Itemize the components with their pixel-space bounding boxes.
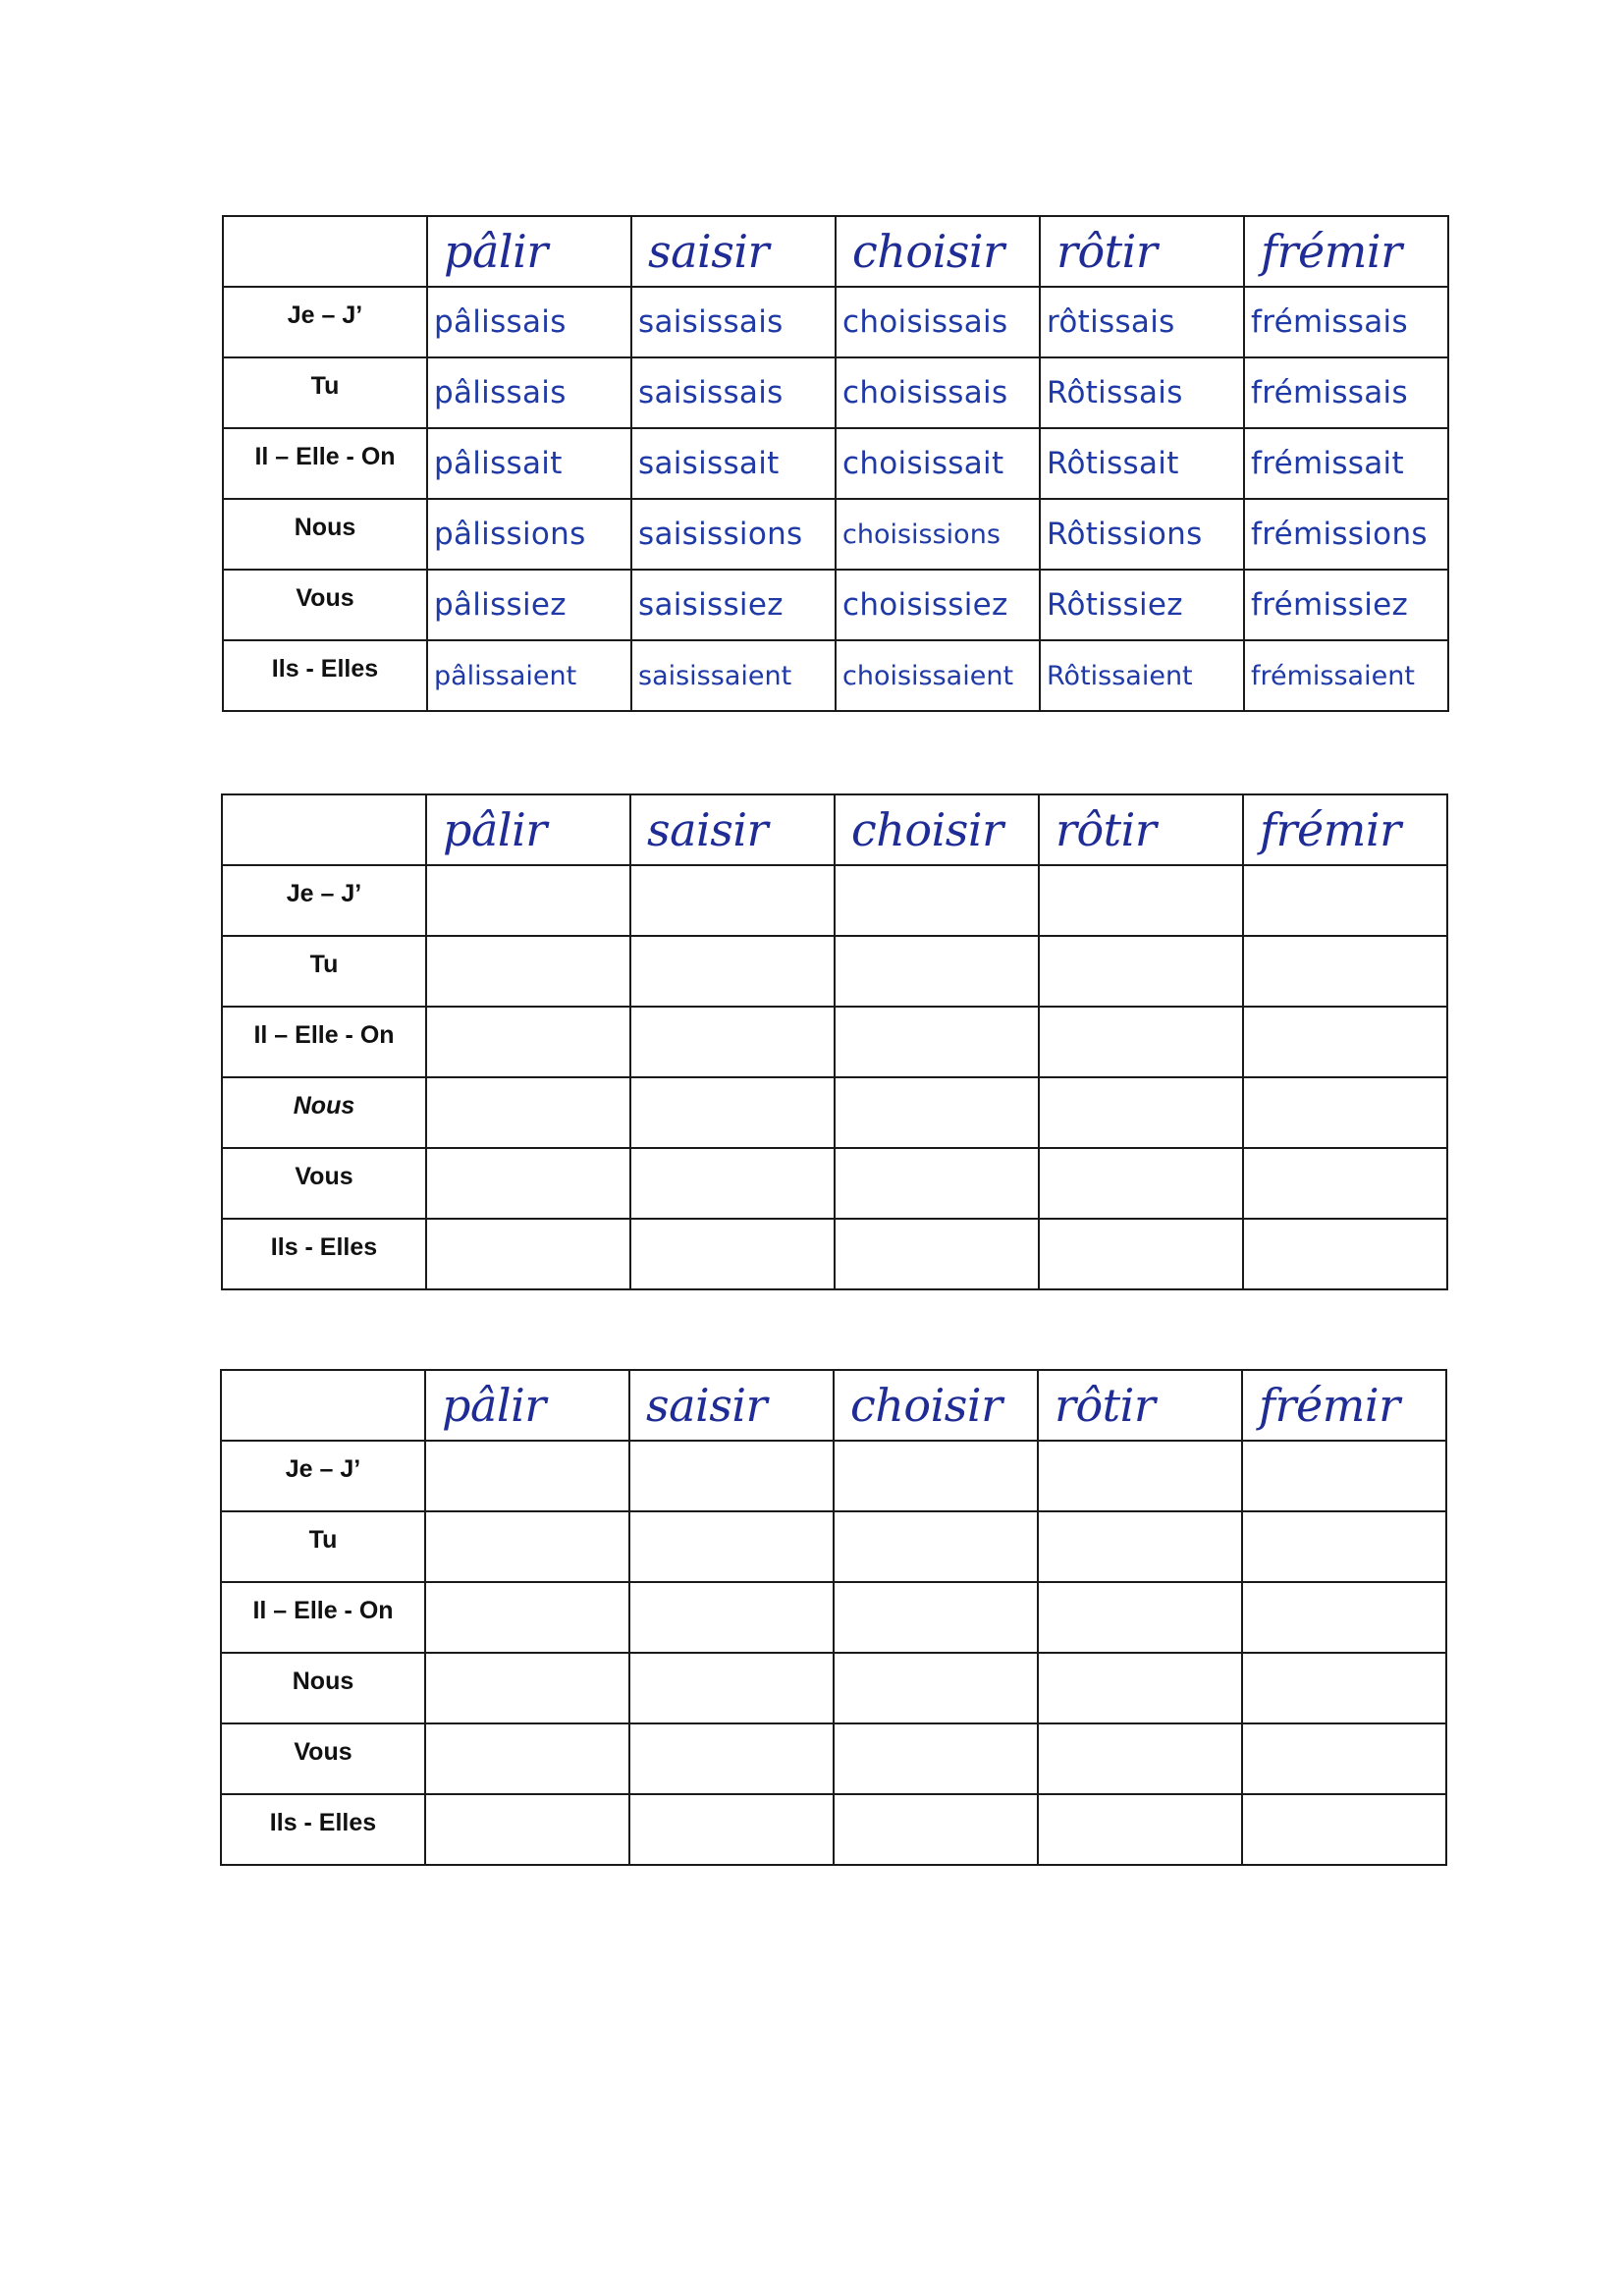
verb-header: choisir	[836, 216, 1040, 287]
table-row	[221, 1723, 1446, 1794]
pronoun-label: Tu	[221, 1511, 425, 1582]
answer-cell[interactable]	[835, 936, 1039, 1007]
table-row	[221, 1441, 1446, 1511]
answer-cell[interactable]	[425, 1653, 629, 1723]
conjugated-form: pâlissiez	[427, 570, 631, 640]
verb-header: frémir	[1242, 1370, 1446, 1441]
answer-cell[interactable]	[1243, 1219, 1447, 1289]
header-row	[222, 794, 1447, 865]
answer-cell[interactable]	[425, 1441, 629, 1511]
table-row	[221, 1582, 1446, 1653]
answer-cell[interactable]	[630, 1148, 835, 1219]
pronoun-label: Il – Elle - On	[221, 1582, 425, 1653]
answer-cell[interactable]	[1039, 936, 1243, 1007]
verb-header: saisir	[629, 1370, 834, 1441]
conjugated-form: Rôtissaient	[1040, 640, 1244, 711]
answer-cell[interactable]	[1242, 1441, 1446, 1511]
conjugated-form: frémissais	[1244, 287, 1448, 357]
answer-cell[interactable]	[629, 1511, 834, 1582]
table-row	[223, 640, 1448, 711]
answer-cell[interactable]	[1242, 1723, 1446, 1794]
answer-cell[interactable]	[1039, 1219, 1243, 1289]
answer-cell[interactable]	[1243, 1007, 1447, 1077]
answer-cell[interactable]	[835, 1077, 1039, 1148]
answer-cell[interactable]	[834, 1511, 1038, 1582]
pronoun-label: Nous	[221, 1653, 425, 1723]
corner-cell	[221, 1370, 425, 1441]
answer-cell[interactable]	[630, 865, 835, 936]
verb-header: saisir	[631, 216, 836, 287]
pronoun-label: Je – J’	[221, 1441, 425, 1511]
answer-cell[interactable]	[630, 936, 835, 1007]
answer-cell[interactable]	[1038, 1794, 1242, 1865]
conjugated-form: Rôtissions	[1040, 499, 1244, 570]
answer-cell[interactable]	[1038, 1582, 1242, 1653]
answer-cell[interactable]	[834, 1723, 1038, 1794]
conjugated-form: Rôtissais	[1040, 357, 1244, 428]
pronoun-label: Vous	[222, 1148, 426, 1219]
answer-cell[interactable]	[629, 1723, 834, 1794]
answer-cell[interactable]	[630, 1007, 835, 1077]
verb-header: pâlir	[426, 794, 630, 865]
conjugated-form: choisissaient	[836, 640, 1040, 711]
table-row	[221, 1653, 1446, 1723]
table-row	[222, 1007, 1447, 1077]
answer-cell[interactable]	[630, 1077, 835, 1148]
conjugated-form: saisissais	[631, 357, 836, 428]
answer-cell[interactable]	[629, 1441, 834, 1511]
answer-cell[interactable]	[629, 1582, 834, 1653]
conjugated-form: pâlissions	[427, 499, 631, 570]
table-row	[223, 570, 1448, 640]
answer-cell[interactable]	[629, 1794, 834, 1865]
answer-cell[interactable]	[426, 1007, 630, 1077]
answer-cell[interactable]	[1038, 1723, 1242, 1794]
conjugated-form: saisissions	[631, 499, 836, 570]
conjugated-form: frémissaient	[1244, 640, 1448, 711]
table-row	[221, 1511, 1446, 1582]
pronoun-label: Ils - Elles	[223, 640, 427, 711]
answer-cell[interactable]	[1242, 1582, 1446, 1653]
table-row	[222, 865, 1447, 936]
table-row	[222, 936, 1447, 1007]
conjugated-form: choisissions	[836, 499, 1040, 570]
table-row	[223, 428, 1448, 499]
verb-header: choisir	[834, 1370, 1038, 1441]
answer-cell[interactable]	[425, 1511, 629, 1582]
pronoun-label: Je – J’	[223, 287, 427, 357]
verb-header: rôtir	[1039, 794, 1243, 865]
pronoun-label: Tu	[222, 936, 426, 1007]
answer-cell[interactable]	[1039, 1077, 1243, 1148]
conjugation-table-1	[222, 215, 1449, 712]
answer-cell[interactable]	[426, 1219, 630, 1289]
table-row	[222, 1148, 1447, 1219]
answer-cell[interactable]	[1242, 1794, 1446, 1865]
conjugated-form: rôtissais	[1040, 287, 1244, 357]
pronoun-label: Je – J’	[222, 865, 426, 936]
answer-cell[interactable]	[425, 1582, 629, 1653]
conjugated-form: choisissait	[836, 428, 1040, 499]
verb-header: choisir	[835, 794, 1039, 865]
answer-cell[interactable]	[834, 1794, 1038, 1865]
conjugated-form: saisissaient	[631, 640, 836, 711]
table-row	[223, 499, 1448, 570]
verb-header: pâlir	[427, 216, 631, 287]
table-row	[223, 357, 1448, 428]
conjugated-form: saisissiez	[631, 570, 836, 640]
answer-cell[interactable]	[1038, 1511, 1242, 1582]
verb-header: frémir	[1243, 794, 1447, 865]
answer-cell[interactable]	[425, 1794, 629, 1865]
conjugated-form: pâlissais	[427, 287, 631, 357]
verb-header: pâlir	[425, 1370, 629, 1441]
conjugated-form: frémissiez	[1244, 570, 1448, 640]
answer-cell[interactable]	[426, 1077, 630, 1148]
table-row	[221, 1794, 1446, 1865]
answer-cell[interactable]	[1243, 1148, 1447, 1219]
answer-cell[interactable]	[426, 865, 630, 936]
verb-header: frémir	[1244, 216, 1448, 287]
answer-cell[interactable]	[1038, 1653, 1242, 1723]
pronoun-label: Ils - Elles	[221, 1794, 425, 1865]
answer-cell[interactable]	[1243, 936, 1447, 1007]
conjugated-form: pâlissais	[427, 357, 631, 428]
conjugated-form: saisissait	[631, 428, 836, 499]
answer-cell[interactable]	[629, 1653, 834, 1723]
answer-cell[interactable]	[1243, 1077, 1447, 1148]
answer-cell[interactable]	[1243, 865, 1447, 936]
conjugated-form: frémissions	[1244, 499, 1448, 570]
answer-cell[interactable]	[630, 1219, 835, 1289]
corner-cell	[223, 216, 427, 287]
answer-cell[interactable]	[835, 1219, 1039, 1289]
conjugated-form: frémissais	[1244, 357, 1448, 428]
conjugated-form: frémissait	[1244, 428, 1448, 499]
answer-cell[interactable]	[1242, 1653, 1446, 1723]
table-row	[222, 1077, 1447, 1148]
answer-cell[interactable]	[1242, 1511, 1446, 1582]
corner-cell	[222, 794, 426, 865]
pronoun-label: Nous	[223, 499, 427, 570]
answer-cell[interactable]	[426, 936, 630, 1007]
pronoun-label: Il – Elle - On	[223, 428, 427, 499]
pronoun-label: Vous	[221, 1723, 425, 1794]
header-row	[223, 216, 1448, 287]
pronoun-label: Il – Elle - On	[222, 1007, 426, 1077]
pronoun-label: Tu	[223, 357, 427, 428]
conjugated-form: choisissiez	[836, 570, 1040, 640]
conjugation-table-3	[220, 1369, 1447, 1866]
table-row	[223, 287, 1448, 357]
answer-cell[interactable]	[1039, 1148, 1243, 1219]
conjugated-form: choisissais	[836, 287, 1040, 357]
answer-cell[interactable]	[834, 1582, 1038, 1653]
table-row	[222, 1219, 1447, 1289]
conjugated-form: pâlissait	[427, 428, 631, 499]
verb-header: rôtir	[1038, 1370, 1242, 1441]
conjugated-form: saisissais	[631, 287, 836, 357]
answer-cell[interactable]	[835, 865, 1039, 936]
answer-cell[interactable]	[1038, 1441, 1242, 1511]
conjugated-form: pâlissaient	[427, 640, 631, 711]
pronoun-label: Vous	[223, 570, 427, 640]
conjugated-form: Rôtissiez	[1040, 570, 1244, 640]
answer-cell[interactable]	[1039, 865, 1243, 936]
answer-cell[interactable]	[834, 1653, 1038, 1723]
answer-cell[interactable]	[426, 1148, 630, 1219]
pronoun-label: Nous	[222, 1077, 426, 1148]
answer-cell[interactable]	[1039, 1007, 1243, 1077]
answer-cell[interactable]	[834, 1441, 1038, 1511]
conjugation-table-2	[221, 793, 1448, 1290]
header-row	[221, 1370, 1446, 1441]
conjugated-form: choisissais	[836, 357, 1040, 428]
pronoun-label: Ils - Elles	[222, 1219, 426, 1289]
verb-header: rôtir	[1040, 216, 1244, 287]
answer-cell[interactable]	[835, 1007, 1039, 1077]
answer-cell[interactable]	[835, 1148, 1039, 1219]
verb-header: saisir	[630, 794, 835, 865]
conjugated-form: Rôtissait	[1040, 428, 1244, 499]
answer-cell[interactable]	[425, 1723, 629, 1794]
